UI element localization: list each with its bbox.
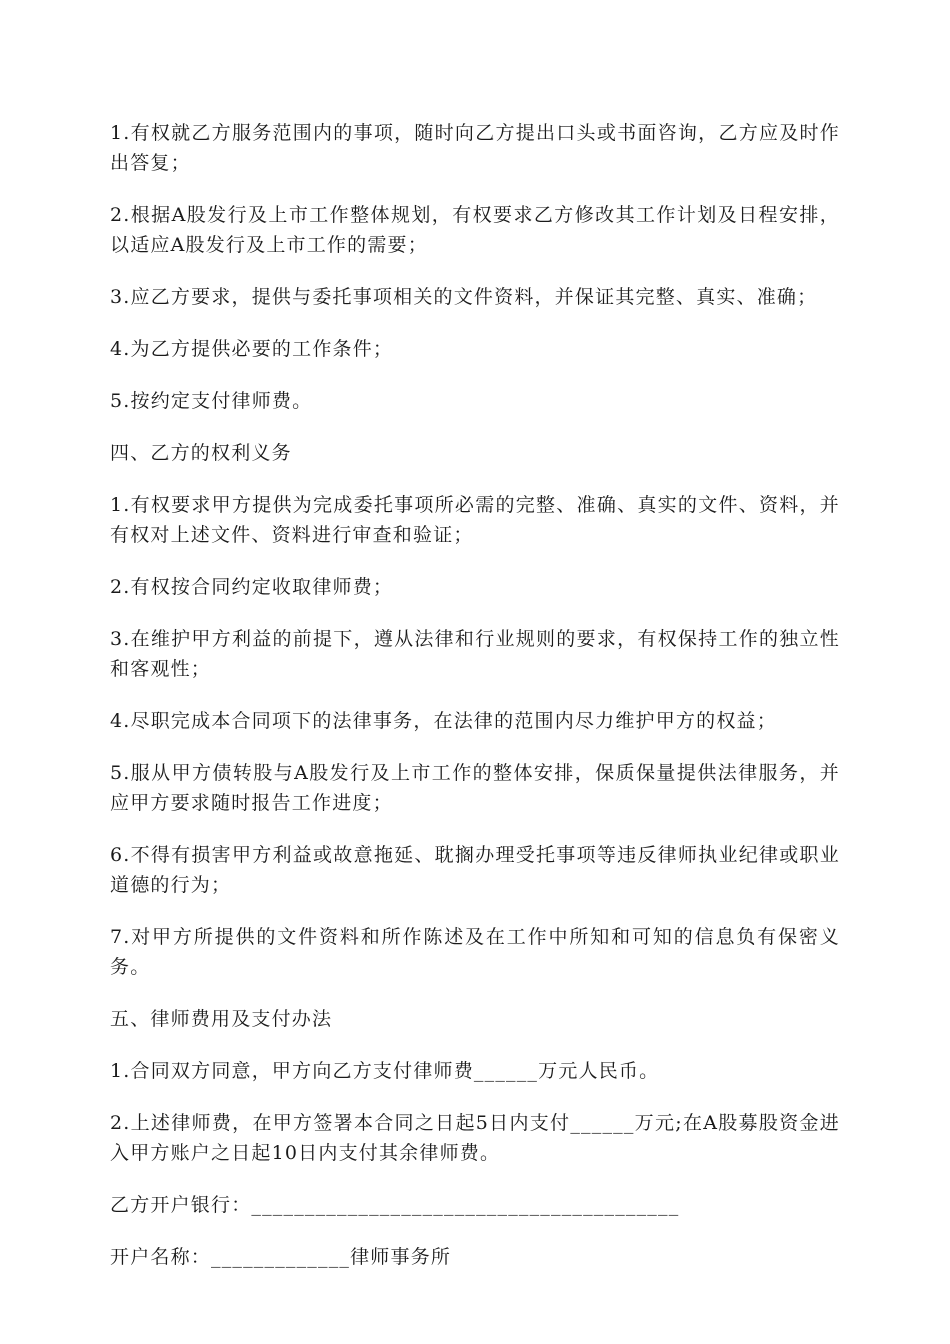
- clause-fee-2: 2.上述律师费，在甲方签署本合同之日起5日内支付______万元;在A股募股资金进入甲方账户之日起10日内支付其余律师费。: [110, 1112, 840, 1164]
- clause-party-b-3: 3.在维护甲方利益的前提下，遵从法律和行业规则的要求，有权保持工作的独立性和客观性；: [110, 628, 840, 680]
- clause-party-b-5: 5.服从甲方债转股与A股发行及上市工作的整体安排，保质保量提供法律服务，并应甲方要求随时报告工作进度；: [110, 762, 840, 814]
- account-name-field: 开户名称：_____________律师事务所: [110, 1246, 452, 1268]
- clause-party-b-6: 6.不得有损害甲方利益或故意拖延、耽搁办理受托事项等违反律师执业纪律或职业道德的行为；: [110, 844, 840, 896]
- clause-party-a-5: 5.按约定支付律师费。: [110, 390, 313, 412]
- clause-party-b-2: 2.有权按合同约定收取律师费；: [110, 576, 394, 598]
- clause-fee-1: 1.合同双方同意，甲方向乙方支付律师费______万元人民币。: [110, 1060, 660, 1082]
- clause-party-b-7: 7.对甲方所提供的文件资料和所作陈述及在工作中所知和可知的信息负有保密义务。: [110, 926, 840, 978]
- clause-party-b-1: 1.有权要求甲方提供为完成委托事项所必需的完整、准确、真实的文件、资料，并有权对上述文件、资料进行审查和验证；: [110, 494, 840, 546]
- clause-party-a-4: 4.为乙方提供必要的工作条件；: [110, 338, 394, 360]
- document-body: [110, 118, 840, 1294]
- clause-party-b-4: 4.尽职完成本合同项下的法律事务，在法律的范围内尽力维护甲方的权益；: [110, 710, 777, 732]
- section-heading-4: 四、乙方的权利义务: [110, 442, 292, 464]
- section-heading-5: 五、律师费用及支付办法: [110, 1008, 333, 1030]
- clause-party-a-3: 3.应乙方要求，提供与委托事项相关的文件资料，并保证其完整、真实、准确；: [110, 286, 818, 308]
- clause-party-a-1: 1.有权就乙方服务范围内的事项，随时向乙方提出口头或书面咨询，乙方应及时作出答复；: [110, 122, 840, 174]
- bank-field: 乙方开户银行：________________________________________: [110, 1194, 680, 1216]
- clause-party-a-2: 2.根据A股发行及上市工作整体规划，有权要求乙方修改其工作计划及日程安排，以适应A股发行及上市工作的需要；: [110, 204, 840, 256]
